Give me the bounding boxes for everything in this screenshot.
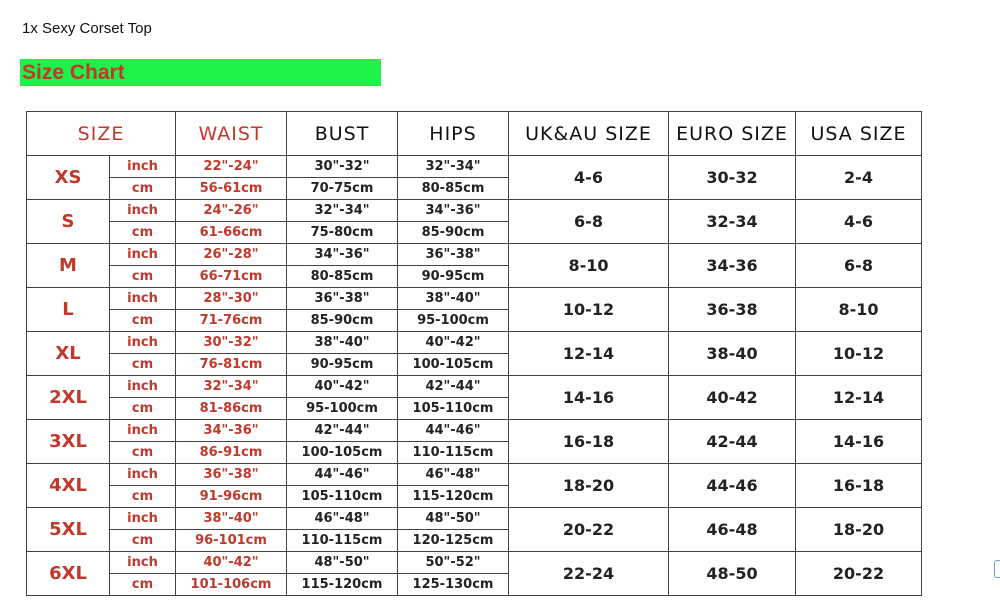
header-hips: HIPS <box>398 112 509 156</box>
waist-inch-value: 24"-26" <box>176 200 287 222</box>
waist-cm-value: 91-96cm <box>176 486 287 508</box>
unit-cm-label: cm <box>110 574 176 596</box>
hips-cm-value: 120-125cm <box>398 530 509 552</box>
usa-size-value: 8-10 <box>796 288 922 332</box>
bust-inch-value: 32"-34" <box>287 200 398 222</box>
uk-au-size-value: 6-8 <box>509 200 669 244</box>
unit-cm-label: cm <box>110 442 176 464</box>
unit-cm-label: cm <box>110 398 176 420</box>
size-label: XL <box>27 332 110 376</box>
header-waist: WAIST <box>176 112 287 156</box>
unit-cm-label: cm <box>110 310 176 332</box>
header-row <box>27 112 922 156</box>
waist-inch-value: 36"-38" <box>176 464 287 486</box>
hips-inch-value: 44"-46" <box>398 420 509 442</box>
size-label: M <box>27 244 110 288</box>
header-uk-au-size: UK&AU SIZE <box>509 112 669 156</box>
size-label: S <box>27 200 110 244</box>
hips-cm-value: 100-105cm <box>398 354 509 376</box>
waist-cm-value: 96-101cm <box>176 530 287 552</box>
bust-inch-value: 34"-36" <box>287 244 398 266</box>
usa-size-value: 12-14 <box>796 376 922 420</box>
header-euro-size: EURO SIZE <box>669 112 796 156</box>
bust-inch-value: 40"-42" <box>287 376 398 398</box>
hips-inch-value: 32"-34" <box>398 156 509 178</box>
waist-cm-value: 86-91cm <box>176 442 287 464</box>
uk-au-size-value: 20-22 <box>509 508 669 552</box>
waist-cm-value: 101-106cm <box>176 574 287 596</box>
header-bust: BUST <box>287 112 398 156</box>
euro-size-value: 38-40 <box>669 332 796 376</box>
hips-cm-value: 80-85cm <box>398 178 509 200</box>
unit-inch-label: inch <box>110 288 176 310</box>
size-row-inch <box>27 376 922 398</box>
euro-size-value: 42-44 <box>669 420 796 464</box>
edge-tab-icon <box>994 560 1000 578</box>
waist-cm-value: 76-81cm <box>176 354 287 376</box>
waist-inch-value: 26"-28" <box>176 244 287 266</box>
bust-cm-value: 100-105cm <box>287 442 398 464</box>
unit-cm-label: cm <box>110 266 176 288</box>
uk-au-size-value: 12-14 <box>509 332 669 376</box>
bust-cm-value: 85-90cm <box>287 310 398 332</box>
hips-inch-value: 48"-50" <box>398 508 509 530</box>
usa-size-value: 14-16 <box>796 420 922 464</box>
bust-inch-value: 42"-44" <box>287 420 398 442</box>
bust-cm-value: 115-120cm <box>287 574 398 596</box>
bust-cm-value: 75-80cm <box>287 222 398 244</box>
size-row-inch <box>27 508 922 530</box>
unit-inch-label: inch <box>110 420 176 442</box>
size-row-inch <box>27 552 922 574</box>
waist-cm-value: 56-61cm <box>176 178 287 200</box>
waist-inch-value: 28"-30" <box>176 288 287 310</box>
uk-au-size-value: 4-6 <box>509 156 669 200</box>
euro-size-value: 36-38 <box>669 288 796 332</box>
size-label: 2XL <box>27 376 110 420</box>
size-label: 6XL <box>27 552 110 596</box>
usa-size-value: 18-20 <box>796 508 922 552</box>
unit-inch-label: inch <box>110 332 176 354</box>
header-usa-size: USA SIZE <box>796 112 922 156</box>
unit-cm-label: cm <box>110 530 176 552</box>
waist-inch-value: 30"-32" <box>176 332 287 354</box>
size-row-inch <box>27 332 922 354</box>
euro-size-value: 40-42 <box>669 376 796 420</box>
usa-size-value: 6-8 <box>796 244 922 288</box>
size-label: 5XL <box>27 508 110 552</box>
hips-inch-value: 34"-36" <box>398 200 509 222</box>
bust-inch-value: 46"-48" <box>287 508 398 530</box>
size-label: 3XL <box>27 420 110 464</box>
usa-size-value: 10-12 <box>796 332 922 376</box>
uk-au-size-value: 14-16 <box>509 376 669 420</box>
uk-au-size-value: 18-20 <box>509 464 669 508</box>
hips-inch-value: 38"-40" <box>398 288 509 310</box>
bust-cm-value: 95-100cm <box>287 398 398 420</box>
size-row-inch <box>27 156 922 178</box>
size-label: XS <box>27 156 110 200</box>
waist-cm-value: 71-76cm <box>176 310 287 332</box>
unit-cm-label: cm <box>110 178 176 200</box>
usa-size-value: 16-18 <box>796 464 922 508</box>
unit-inch-label: inch <box>110 508 176 530</box>
hips-inch-value: 46"-48" <box>398 464 509 486</box>
uk-au-size-value: 10-12 <box>509 288 669 332</box>
size-row-inch <box>27 420 922 442</box>
size-chart-heading: Size Chart <box>20 59 381 86</box>
bust-cm-value: 90-95cm <box>287 354 398 376</box>
bust-cm-value: 80-85cm <box>287 266 398 288</box>
hips-inch-value: 36"-38" <box>398 244 509 266</box>
unit-cm-label: cm <box>110 222 176 244</box>
size-label: 4XL <box>27 464 110 508</box>
product-title: 1x Sexy Corset Top <box>22 20 152 37</box>
unit-inch-label: inch <box>110 464 176 486</box>
uk-au-size-value: 16-18 <box>509 420 669 464</box>
euro-size-value: 34-36 <box>669 244 796 288</box>
hips-inch-value: 50"-52" <box>398 552 509 574</box>
unit-inch-label: inch <box>110 200 176 222</box>
hips-cm-value: 90-95cm <box>398 266 509 288</box>
unit-inch-label: inch <box>110 156 176 178</box>
hips-inch-value: 42"-44" <box>398 376 509 398</box>
hips-cm-value: 125-130cm <box>398 574 509 596</box>
euro-size-value: 46-48 <box>669 508 796 552</box>
usa-size-value: 2-4 <box>796 156 922 200</box>
hips-cm-value: 105-110cm <box>398 398 509 420</box>
unit-inch-label: inch <box>110 244 176 266</box>
hips-cm-value: 110-115cm <box>398 442 509 464</box>
waist-inch-value: 34"-36" <box>176 420 287 442</box>
unit-inch-label: inch <box>110 376 176 398</box>
waist-inch-value: 32"-34" <box>176 376 287 398</box>
size-label: L <box>27 288 110 332</box>
bust-cm-value: 105-110cm <box>287 486 398 508</box>
euro-size-value: 48-50 <box>669 552 796 596</box>
bust-inch-value: 30"-32" <box>287 156 398 178</box>
waist-cm-value: 81-86cm <box>176 398 287 420</box>
size-row-inch <box>27 464 922 486</box>
usa-size-value: 20-22 <box>796 552 922 596</box>
bust-cm-value: 70-75cm <box>287 178 398 200</box>
hips-inch-value: 40"-42" <box>398 332 509 354</box>
uk-au-size-value: 8-10 <box>509 244 669 288</box>
waist-inch-value: 40"-42" <box>176 552 287 574</box>
hips-cm-value: 95-100cm <box>398 310 509 332</box>
waist-inch-value: 22"-24" <box>176 156 287 178</box>
euro-size-value: 32-34 <box>669 200 796 244</box>
size-chart-table <box>26 111 922 596</box>
size-row-inch <box>27 244 922 266</box>
bust-inch-value: 38"-40" <box>287 332 398 354</box>
euro-size-value: 30-32 <box>669 156 796 200</box>
bust-inch-value: 36"-38" <box>287 288 398 310</box>
unit-inch-label: inch <box>110 552 176 574</box>
hips-cm-value: 115-120cm <box>398 486 509 508</box>
unit-cm-label: cm <box>110 354 176 376</box>
euro-size-value: 44-46 <box>669 464 796 508</box>
uk-au-size-value: 22-24 <box>509 552 669 596</box>
waist-inch-value: 38"-40" <box>176 508 287 530</box>
size-row-inch <box>27 288 922 310</box>
bust-inch-value: 48"-50" <box>287 552 398 574</box>
header-size: SIZE <box>27 112 176 156</box>
size-row-inch <box>27 200 922 222</box>
waist-cm-value: 66-71cm <box>176 266 287 288</box>
waist-cm-value: 61-66cm <box>176 222 287 244</box>
usa-size-value: 4-6 <box>796 200 922 244</box>
bust-inch-value: 44"-46" <box>287 464 398 486</box>
unit-cm-label: cm <box>110 486 176 508</box>
hips-cm-value: 85-90cm <box>398 222 509 244</box>
bust-cm-value: 110-115cm <box>287 530 398 552</box>
